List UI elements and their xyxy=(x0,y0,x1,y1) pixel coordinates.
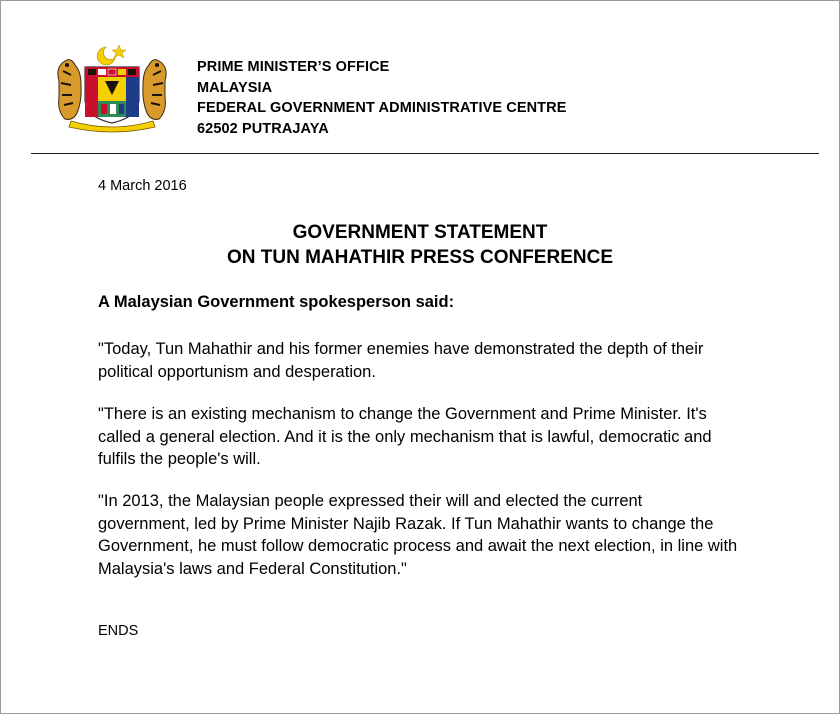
paragraph-line: political opportunism and desperation. xyxy=(98,362,376,381)
statement-date: 4 March 2016 xyxy=(98,178,187,194)
letterhead-line-office: PRIME MINISTER’S OFFICE xyxy=(197,59,390,75)
malaysia-coat-of-arms-icon xyxy=(51,41,173,133)
paragraph-line: fulfils the people's will. xyxy=(98,450,261,468)
letterhead-address xyxy=(197,57,566,139)
paragraph-line: government, led by Prime Minister Najib Razak. If Tun Mahathir wants to change the xyxy=(98,514,714,533)
paragraph-3 xyxy=(98,490,768,580)
paragraph-line: "Today, Tun Mahathir and his former enemies have demonstrated the depth of their xyxy=(98,340,704,358)
letterhead-line-country: MALAYSIA xyxy=(197,79,273,96)
spokesperson-intro: A Malaysian Government spokesperson said: xyxy=(98,293,455,311)
paragraph-line: Malaysia's laws and Federal Constitution." xyxy=(98,559,407,578)
paragraph-1 xyxy=(98,338,768,383)
paragraph-line: "There is an existing mechanism to change the Government and Prime Minister. It's xyxy=(98,405,707,423)
paragraph-2 xyxy=(98,403,768,471)
letterhead-divider xyxy=(31,153,819,154)
statement-title-line-1: GOVERNMENT STATEMENT xyxy=(292,222,548,243)
paragraph-line: "In 2013, the Malaysian people expressed their will and elected the current xyxy=(98,492,643,510)
letterhead-line-postcode: 62502 PUTRAJAYA xyxy=(197,120,329,137)
closing-ends: ENDS xyxy=(98,623,139,639)
paragraph-line: Government, he must follow democratic process and await the next election, in line with xyxy=(98,537,738,555)
statement-title xyxy=(1,220,839,270)
letterhead-line-centre: FEDERAL GOVERNMENT ADMINISTRATIVE CENTRE xyxy=(197,100,567,116)
paragraph-line: called a general election. And it is the only mechanism that is lawful, democratic and xyxy=(98,427,712,446)
statement-title-line-2: ON TUN MAHATHIR PRESS CONFERENCE xyxy=(227,247,613,268)
